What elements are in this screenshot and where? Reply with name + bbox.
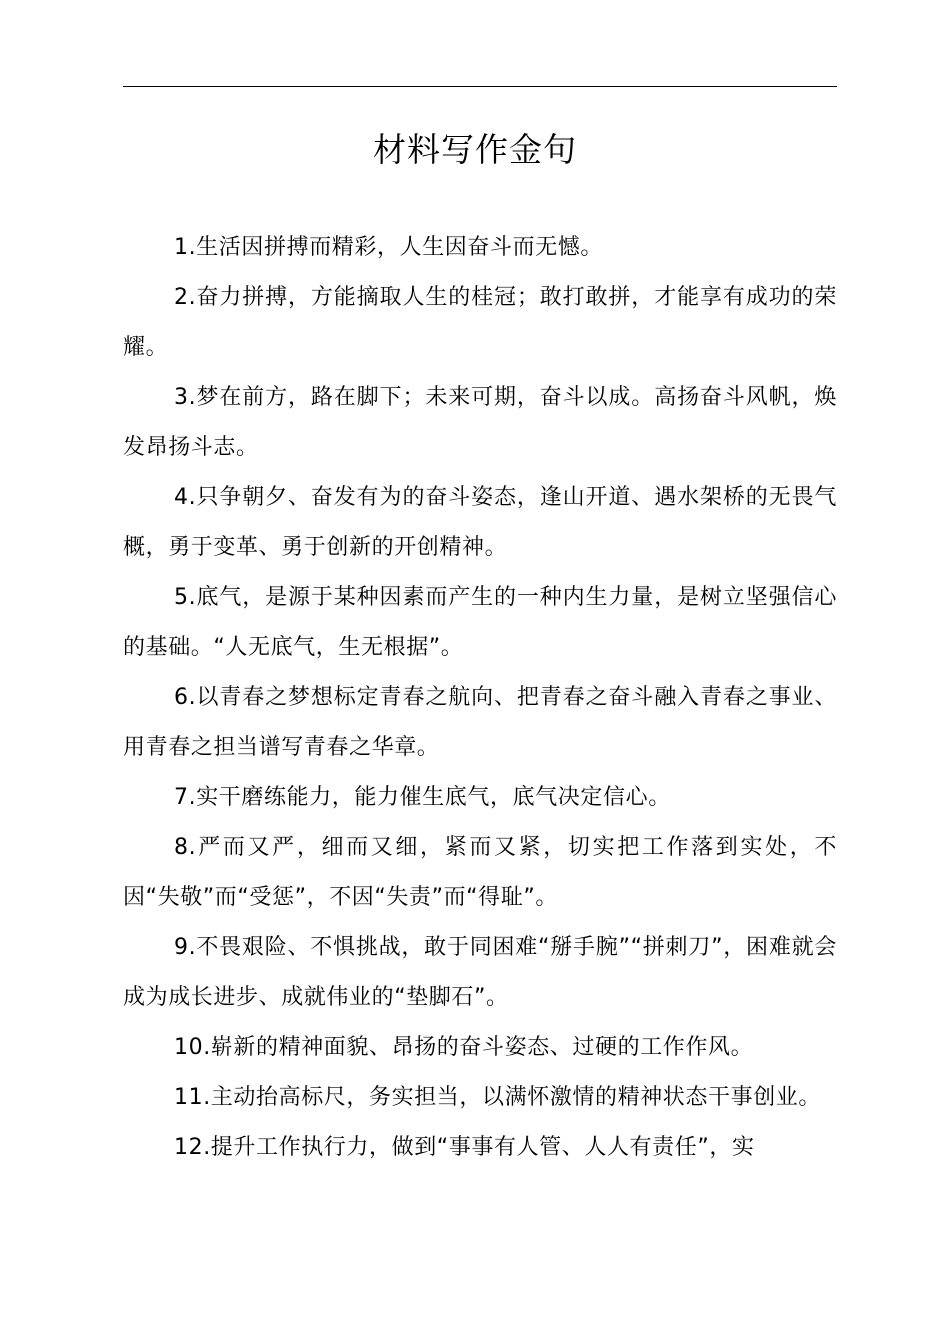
quote-paragraph-4: 4.只争朝夕、奋发有为的奋斗姿态，逢山开道、遇水架桥的无畏气概，勇于变革、勇于创新的开创精神。 (123, 485, 837, 560)
quote-paragraph-6: 6.以青春之梦想标定青春之航向、把青春之奋斗融入青春之事业、用青春之担当谱写青春之华章。 (123, 685, 837, 760)
quote-paragraph-7: 7.实干磨练能力，能力催生底气，底气决定信心。 (174, 785, 671, 810)
quote-paragraph-2: 2.奋力拼搏，方能摘取人生的桂冠；敢打敢拼，才能享有成功的荣耀。 (123, 285, 837, 360)
quote-paragraph-12: 12.提升工作执行力，做到“事事有人管、人人有责任”，实 (174, 1135, 755, 1160)
quote-paragraph-3: 3.梦在前方，路在脚下；未来可期，奋斗以成。高扬奋斗风帆，焕发昂扬斗志。 (123, 385, 837, 460)
quote-paragraph-1: 1.生活因拼搏而精彩，人生因奋斗而无憾。 (174, 235, 603, 260)
document-body (123, 223, 837, 1173)
quote-paragraph-8: 8.严而又严，细而又细，紧而又紧，切实把工作落到实处，不因“失敬”而“受惩”，不因“失责”而“得耻”。 (123, 835, 837, 910)
quote-paragraph-5: 5.底气，是源于某种因素而产生的一种内生力量，是树立坚强信心的基础。“人无底气，生无根据”。 (123, 585, 837, 660)
quote-paragraph-10: 10.崭新的精神面貌、昂扬的奋斗姿态、过硬的工作作风。 (174, 1035, 754, 1060)
document-title: 材料写作金句 (373, 130, 577, 169)
header-divider (123, 86, 837, 87)
quote-paragraph-9: 9.不畏艰险、不惧挑战，敢于同困难“掰手腕”“拼刺刀”，困难就会成为成长进步、成就伟业的“垫脚石”。 (123, 935, 837, 1010)
quote-paragraph-11: 11.主动抬高标尺，务实担当，以满怀激情的精神状态干事创业。 (174, 1085, 821, 1110)
